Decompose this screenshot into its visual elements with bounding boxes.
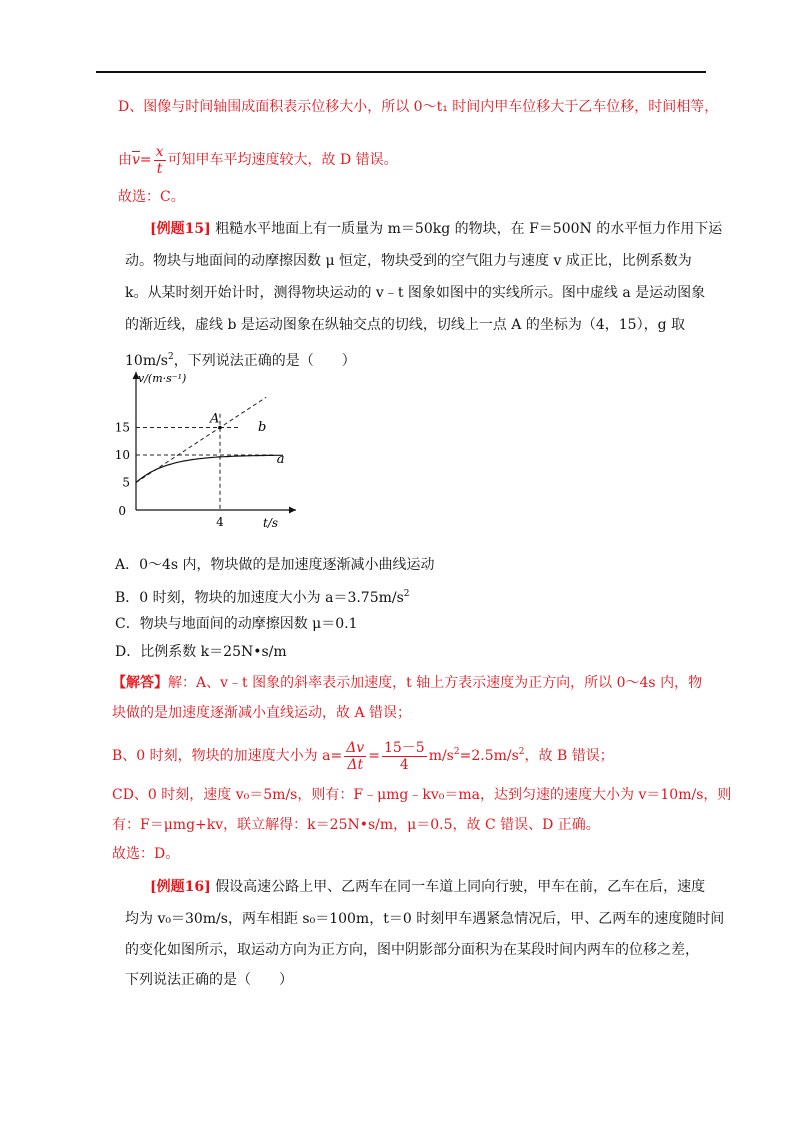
text: 由 [118,152,132,168]
example16-line4: 下列说法正确的是（ ） [125,972,293,988]
example16-line1 [150,878,705,896]
frac-den: Δt [347,756,364,773]
fraction-dv-dt [344,740,366,773]
text: 解：A、v﹣t 图象的斜率表示加速度，t 轴上方表示速度为正方向，所以 0～4s 内，物 [168,675,703,691]
y-tick-label: 5 [122,475,130,490]
origin-label: 0 [118,504,126,518]
text: 粗糙水平地面上有一质量为 m＝50kg 的物块，在 F＝500N 的水平恒力作用下运 [215,221,723,237]
example15-line4: 的渐近线，虚线 b 是运动图象在纵轴交点的切线，切线上一点 A 的坐标为（4，15），g 取 [125,317,686,333]
text: ，下列说法正确的是（ ） [173,353,356,369]
header-rule [96,71,706,73]
tangent-label-b: b [258,419,267,435]
example16-line3: 的变化如图所示，取运动方向为正方向，图中阴影部分面积为在某段时间内两车的位移之差， [125,942,699,958]
sup: 2 [403,589,410,599]
solution-line1 [112,674,702,692]
point-a-label: A [210,411,220,427]
asymptote-label-a: a [276,452,285,467]
vt-curve [136,455,283,482]
text: B．0 时刻，物块的加速度大小为 a＝3.75m/s [115,590,404,606]
example16-tag: [例题16] [150,879,211,895]
frac-den: 4 [399,756,409,773]
y-tick-label: 10 [114,448,130,462]
text: =2.5m/s [459,748,519,764]
y-axis-label: v/(m·s⁻¹) [138,372,187,385]
solution-answer: 故选：D。 [112,846,180,862]
frac-num: Δv [346,739,365,756]
example16-line2: 均为 v₀＝30m/s，两车相距 s₀＝100m，t＝0 时刻甲车遇紧急情况后，甲、乙两车的速度随时间 [125,911,725,927]
equals: = [139,152,152,168]
solution-line2: 块做的是加速度逐渐减小直线运动，故 A 错误； [112,705,412,721]
solution-tag: 【解答】 [112,675,168,691]
option-b [115,585,410,607]
text: 假设高速公路上甲、乙两车在同一车道上同向行驶，甲车在前，乙车在后，速度 [215,879,706,895]
solution-d-answer: 故选：C。 [118,189,185,205]
solution-line-b [112,732,614,776]
y-tick-label: 15 [114,420,130,435]
text: ，故 B 错误； [524,748,614,764]
fraction-x-over-t [154,144,166,177]
text: B、0 时刻，物块的加速度大小为 a= [112,748,343,764]
example15-line2: 动。物块与地面间的动摩擦因数 μ 恒定，物块受到的空气阻力与速度 v 成正比，比例系数为 [125,253,692,269]
example15-tag: [例题15] [150,221,211,237]
frac-num: 15－5 [383,739,425,756]
solution-line-cd1: CD、0 时刻，速度 v₀＝5m/s，则有：F﹣μmg﹣kv₀＝ma，达到匀速的速度大小为 v＝10m/s，则 [112,787,732,803]
option-d: D．比例系数 k＝25N•s/m [115,644,287,660]
example15-line3: k。从某时刻开始计时，测得物块运动的 v﹣t 图象如图中的实线所示。图中虚线 a 是运动图象 [125,285,706,301]
sup: 2 [518,747,525,757]
solution-line-cd2: 有：F＝μmg+kv，联立解得：k＝25N•s/m，μ＝0.5，故 C 错误、D 正确。 [112,817,600,833]
vt-chart [112,366,302,530]
solution-d-line1: D、图像与时间轴围成面积表示位移大小，所以 0～t₁ 时间内甲车位移大于乙车位移，时间相等， [118,99,719,115]
x-axis-label: t/s [263,516,279,530]
frac-num: x [155,143,164,160]
vbar-symbol: $\overline{v}$ [132,152,140,168]
option-c: C．物块与地面间的动摩擦因数 μ＝0.1 [115,616,358,632]
text: m/s [428,748,454,764]
frac-den: t [156,160,163,177]
sup: 2 [453,747,460,757]
x-tick-label: 4 [216,515,224,529]
text: 10m/s [125,353,168,369]
text: 可知甲车平均速度较大，故 D 错误。 [167,152,398,168]
equals: = [368,748,380,764]
fraction-values [382,740,427,773]
sup: 2 [168,352,174,362]
example15-line1 [150,220,722,238]
option-a: A．0～4s 内，物块做的是加速度逐渐减小曲线运动 [115,557,435,573]
solution-d-line2 [118,140,398,180]
